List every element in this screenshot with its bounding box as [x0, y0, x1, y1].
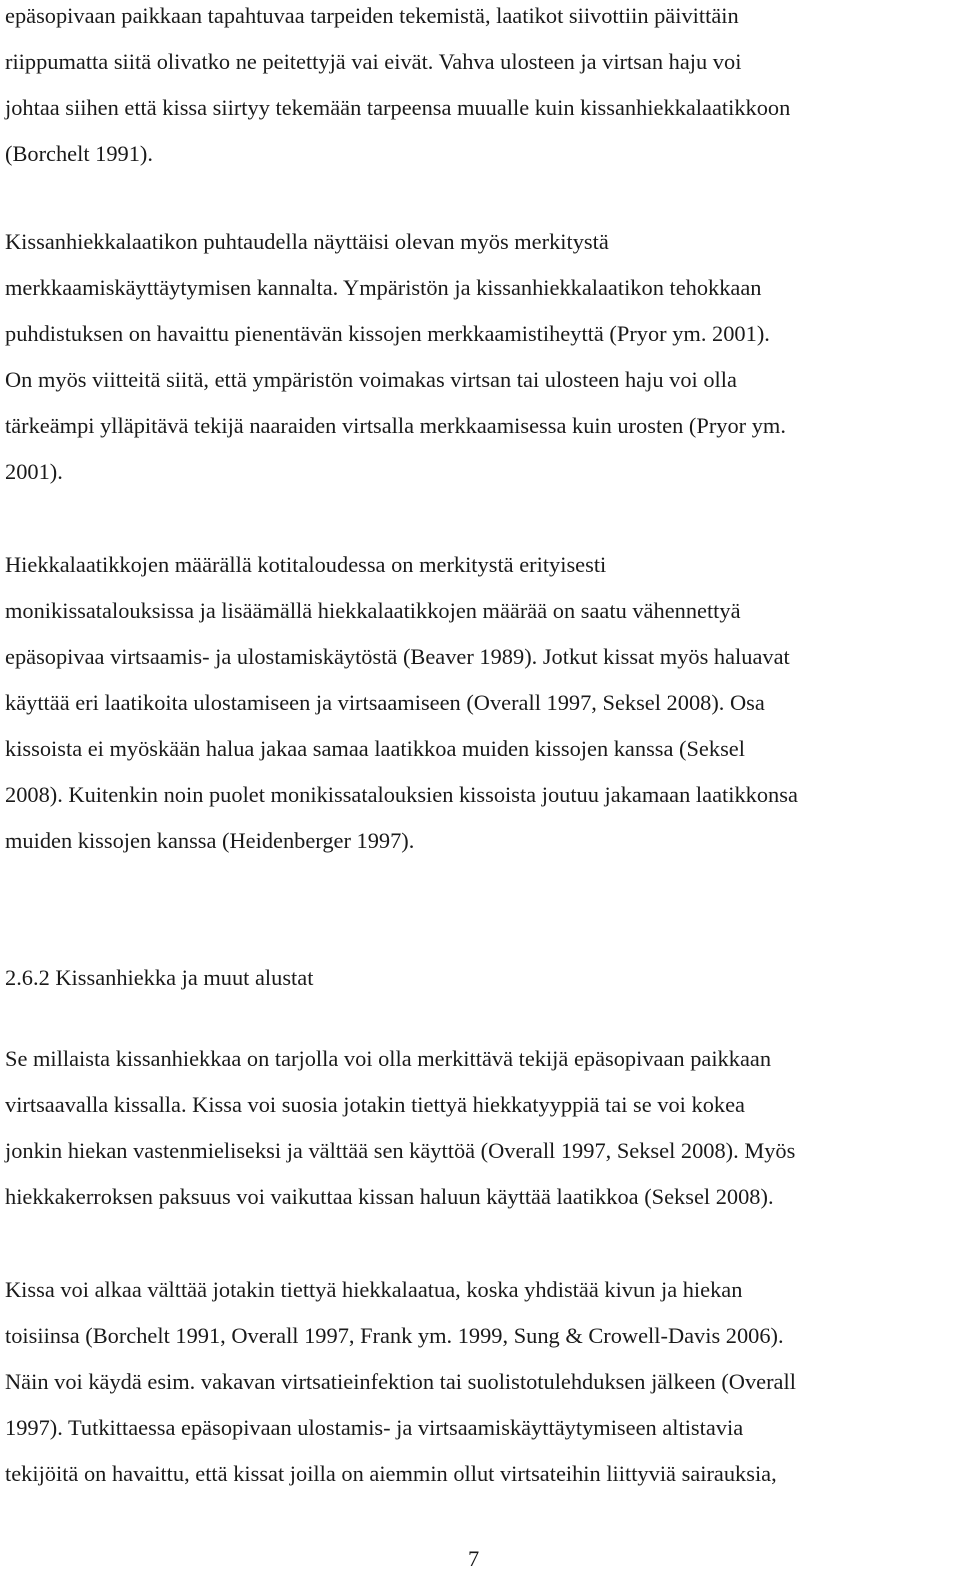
page-number: 7 [468, 1546, 480, 1571]
text-line: epäsopivaan paikkaan tapahtuvaa tarpeiden tekemistä, laatikot siivottiin päivittäin [5, 3, 739, 28]
text-line: (Borchelt 1991). [5, 141, 153, 166]
text-line: toisiinsa (Borchelt 1991, Overall 1997, Frank ym. 1999, Sung & Crowell-Davis 2006). [5, 1323, 784, 1348]
text-line: tekijöitä on havaittu, että kissat joilla on aiemmin ollut virtsateihin liittyviä sairauksia, [5, 1461, 777, 1486]
text-line: jonkin hiekan vastenmieliseksi ja välttää sen käyttöä (Overall 1997, Seksel 2008). Myös [5, 1138, 796, 1163]
text-line: 1997). Tutkittaessa epäsopivaan ulostamis- ja virtsaamiskäyttäytymiseen altistavia [5, 1415, 744, 1440]
section-heading: 2.6.2 Kissanhiekka ja muut alustat [5, 965, 314, 990]
text-line: Näin voi käydä esim. vakavan virtsatieinfektion tai suolistotulehduksen jälkeen (Overall [5, 1369, 796, 1394]
text-line: 2001). [5, 459, 63, 484]
text-line: riippumatta siitä olivatko ne peitettyjä vai eivät. Vahva ulosteen ja virtsan haju voi [5, 49, 742, 74]
text-line: johtaa siihen että kissa siirtyy tekemään tarpeensa muualle kuin kissanhiekkalaatikkoon [5, 95, 791, 120]
text-line: merkkaamiskäyttäytymisen kannalta. Ympäristön ja kissanhiekkalaatikon tehokkaan [5, 275, 762, 300]
text-line: muiden kissojen kanssa (Heidenberger 1997). [5, 828, 415, 853]
text-line: epäsopivaa virtsaamis- ja ulostamiskäytöstä (Beaver 1989). Jotkut kissat myös haluavat [5, 644, 790, 669]
text-line: puhdistuksen on havaittu pienentävän kissojen merkkaamistiheyttä (Pryor ym. 2001). [5, 321, 770, 346]
text-line: käyttää eri laatikoita ulostamiseen ja virtsaamiseen (Overall 1997, Seksel 2008). Osa [5, 690, 765, 715]
text-line: kissoista ei myöskään halua jakaa samaa laatikkoa muiden kissojen kanssa (Seksel [5, 736, 745, 761]
text-line: On myös viitteitä siitä, että ympäristön voimakas virtsan tai ulosteen haju voi olla [5, 367, 737, 392]
text-line: Kissanhiekkalaatikon puhtaudella näyttäisi olevan myös merkitystä [5, 229, 609, 254]
text-line: tärkeämpi ylläpitävä tekijä naaraiden virtsalla merkkaamisessa kuin urosten (Pryor ym. [5, 413, 786, 438]
text-line: Se millaista kissanhiekkaa on tarjolla voi olla merkittävä tekijä epäsopivaan paikkaan [5, 1046, 772, 1071]
text-line: 2008). Kuitenkin noin puolet monikissatalouksien kissoista joutuu jakamaan laatikkonsa [5, 782, 798, 807]
text-line: Hiekkalaatikkojen määrällä kotitaloudessa on merkitystä erityisesti [5, 552, 607, 577]
text-line: virtsaavalla kissalla. Kissa voi suosia jotakin tiettyä hiekkatyyppiä tai se voi kokea [5, 1092, 745, 1117]
text-line: hiekkakerroksen paksuus voi vaikuttaa kissan haluun käyttää laatikkoa (Seksel 2008). [5, 1184, 774, 1209]
text-line: Kissa voi alkaa välttää jotakin tiettyä hiekkalaatua, koska yhdistää kivun ja hiekan [5, 1277, 743, 1302]
text-line: monikissatalouksissa ja lisäämällä hiekkalaatikkojen määrää on saatu vähennettyä [5, 598, 741, 623]
